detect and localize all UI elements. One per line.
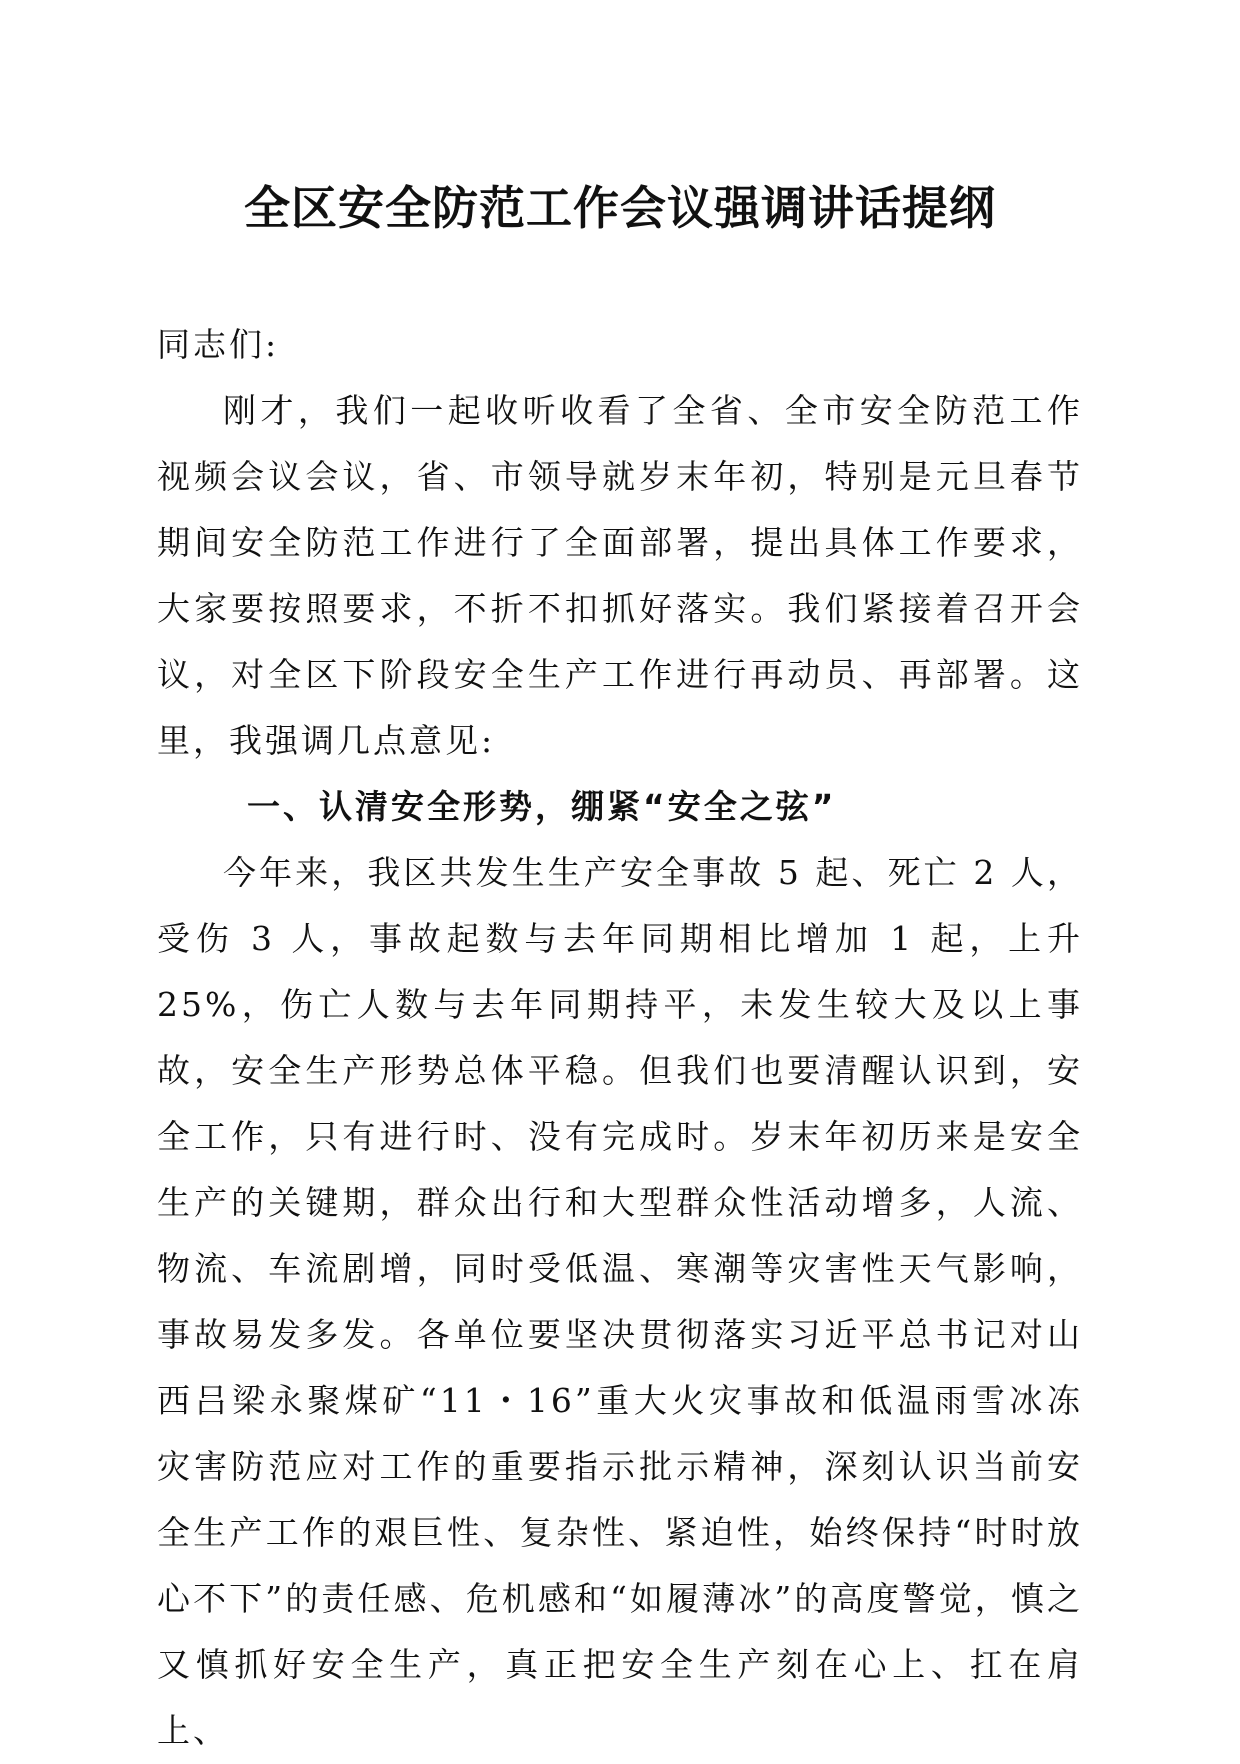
section-1-paragraph: 今年来，我区共发生生产安全事故 5 起、死亡 2 人，受伤 3 人，事故起数与去年同期相比增加 1 起，上升 25%，伤亡人数与去年同期持平，未发生较大及以上事故，安全生产形势总体平稳。但我们也要清醒认识到，安全工作，只有进行时、没有完成时。岁末年初历来是安全生产的关键期，群众出行和大型群众性活动增多，人流、物流、车流剧增，同时受低温、寒潮等灾害性天气影响，事故易发多发。各单位要坚决贯彻落实习近平总书记对山西吕梁永聚煤矿“11・16”重大火灾事故和低温雨雪冰冻灾害防范应对工作的重要指示批示精神，深刻认识当前安全生产工作的艰巨性、复杂性、紧迫性，始终保持“时时放心不下”的责任感、危机感和“如履薄冰”的高度警觉，慎之又慎抓好安全生产，真正把安全生产刻在心上、扛在肩上、 — [157, 853, 1083, 1750]
salutation: 同志们: — [157, 325, 280, 364]
opening-paragraph: 刚才，我们一起收听收看了全省、全市安全防范工作视频会议会议，省、市领导就岁末年初，特别是元旦春节期间安全防范工作进行了全面部署，提出具体工作要求，大家要按照要求，不折不扣抓好落实。我们紧接着召开会议，对全区下阶段安全生产工作进行再动员、再部署。这里，我强调几点意见: — [157, 391, 1083, 760]
section-heading-1: 一、认清安全形势，绷紧“安全之弦” — [247, 787, 837, 826]
document-title: 全区安全防范工作会议强调讲话提纲 — [244, 181, 996, 235]
document-body — [157, 312, 1083, 1764]
